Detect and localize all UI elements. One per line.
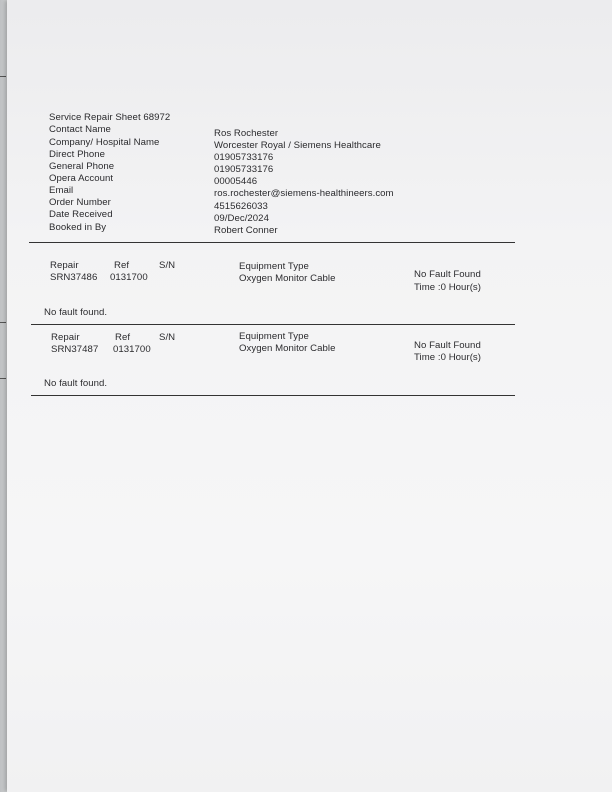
sheet-title: Service Repair Sheet 68972 (49, 112, 171, 123)
ref-label: Ref (115, 332, 131, 343)
repair-note: No fault found. (44, 307, 108, 318)
underpage-edge-mark (0, 322, 6, 323)
value-contact-name: Ros Rochester (214, 128, 279, 139)
value-opera-account: 00005446 (214, 176, 258, 187)
repair-result: No Fault Found (414, 269, 481, 280)
value-direct-phone: 01905733176 (214, 152, 274, 163)
repair-result: No Fault Found (414, 340, 481, 351)
label-company: Company/ Hospital Name (49, 136, 160, 148)
ref-number: 0131700 (113, 344, 151, 355)
label-email: Email (49, 184, 74, 196)
ref-label: Ref (114, 260, 130, 271)
header-divider (29, 242, 515, 243)
label-direct-phone: Direct Phone (49, 148, 106, 160)
value-company: Worcester Royal / Siemens Healthcare (214, 140, 381, 151)
sn-label: S/N (159, 260, 176, 271)
value-booked-in-by: Robert Conner (214, 224, 278, 236)
value-general-phone: 01905733176 (214, 164, 274, 175)
label-contact-name: Contact Name (49, 124, 111, 135)
equipment-type-label: Equipment Type (239, 261, 309, 272)
sn-label: S/N (159, 332, 176, 343)
repair-number: SRN37487 (51, 344, 99, 355)
value-order-number: 4515626033 (214, 200, 268, 212)
label-general-phone: General Phone (49, 160, 115, 172)
label-booked-in-by: Booked in By (49, 221, 107, 233)
footer-divider (31, 395, 515, 396)
repair-divider (31, 324, 515, 325)
repair-time: Time :0 Hour(s) (414, 281, 482, 293)
value-date-received: 09/Dec/2024 (214, 212, 269, 224)
repair-label: Repair (51, 332, 80, 343)
label-date-received: Date Received (49, 209, 113, 220)
label-order-number: Order Number (49, 196, 111, 208)
underpage-edge-mark (0, 76, 6, 77)
equipment-type-value: Oxygen Monitor Cable (239, 343, 336, 354)
equipment-type-value: Oxygen Monitor Cable (239, 273, 336, 284)
equipment-type-label: Equipment Type (239, 331, 309, 342)
ref-number: 0131700 (110, 272, 148, 283)
label-opera-account: Opera Account (49, 172, 114, 184)
repair-note: No fault found. (44, 378, 108, 389)
repair-label: Repair (50, 260, 79, 271)
repair-time: Time :0 Hour(s) (414, 351, 482, 363)
underpage-edge-mark (0, 378, 6, 379)
value-email: ros.rochester@siemens-healthineers.com (214, 188, 394, 199)
repair-number: SRN37486 (50, 272, 98, 283)
repair-sheet-page (7, 0, 612, 792)
